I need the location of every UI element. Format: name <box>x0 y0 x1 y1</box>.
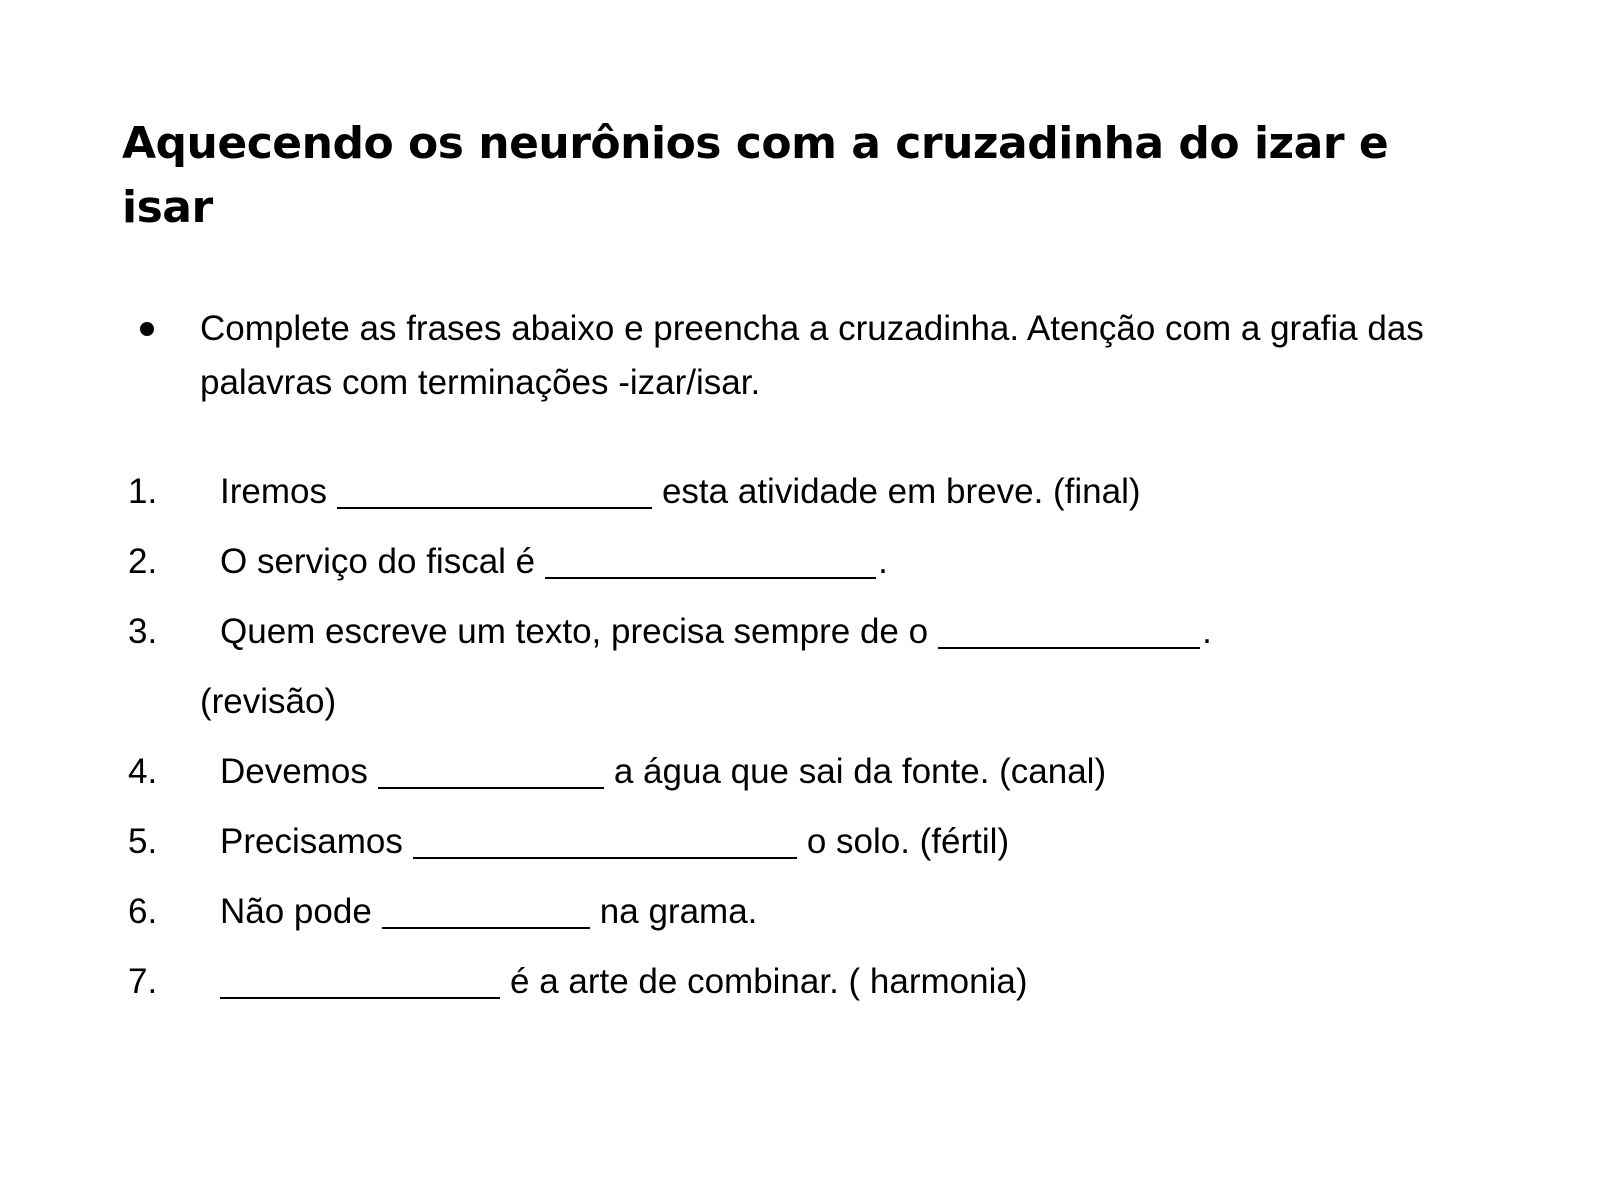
item-text-after: a água que sai da fonte. (canal) <box>613 752 1107 791</box>
item-number: 2. <box>128 542 158 581</box>
item-number: 5. <box>128 822 158 861</box>
item-text-before: Precisamos <box>220 822 403 861</box>
item-number: 3. <box>128 612 158 651</box>
answer-blank-6[interactable] <box>382 893 590 929</box>
item-text-after: . <box>878 542 888 581</box>
item-text-after: . <box>1202 612 1212 651</box>
item-text-before: Quem escreve um texto, precisa sempre de o <box>220 612 929 651</box>
item-text-after: esta atividade em breve. (final) <box>661 472 1141 511</box>
answer-blank-1[interactable] <box>337 473 652 509</box>
item-text-before: O serviço do fiscal é <box>220 542 536 581</box>
bullet-icon <box>140 322 154 336</box>
answer-blank-3[interactable] <box>938 613 1200 649</box>
item-text-after: na grama. <box>599 892 758 931</box>
answer-blank-7[interactable] <box>220 963 500 999</box>
item-number: 6. <box>128 892 158 931</box>
item-text-after: o solo. (fértil) <box>806 822 1010 861</box>
instruction-text: Complete as frases abaixo e preencha a cruzadinha. Atenção com a grafia das palavras com terminações -izar/isar. <box>200 309 1424 402</box>
item-text-before: Não pode <box>220 892 372 931</box>
page-title: Aquecendo os neurônios com a cruzadinha do izar e isar <box>122 118 1389 233</box>
item-text-before: Devemos <box>220 752 368 791</box>
answer-blank-2[interactable] <box>545 543 876 579</box>
item-text-after: é a arte de combinar. ( harmonia) <box>510 962 1028 1001</box>
answer-blank-5[interactable] <box>413 823 797 859</box>
item-3-continuation: (revisão) <box>200 682 337 721</box>
answer-blank-4[interactable] <box>378 753 604 789</box>
item-number: 7. <box>128 962 158 1001</box>
item-text-before: Iremos <box>220 472 327 511</box>
item-number: 4. <box>128 752 158 791</box>
item-number: 1. <box>128 472 158 511</box>
